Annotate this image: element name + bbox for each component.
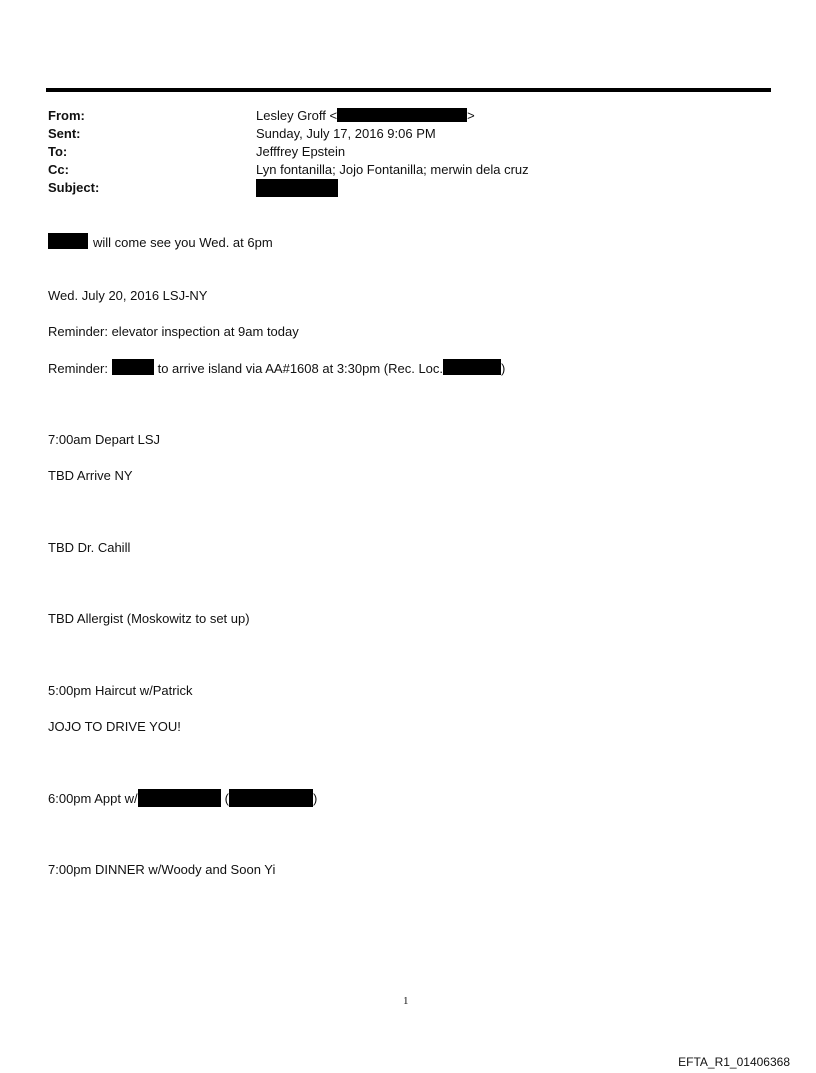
body-text: 6:00pm Appt w/ xyxy=(48,791,138,806)
bates-number: EFTA_R1_01406368 xyxy=(678,1055,790,1069)
from-value xyxy=(256,107,475,125)
redaction-name xyxy=(138,789,221,807)
body-text: ) xyxy=(312,791,318,806)
body-text: Reminder: xyxy=(48,361,108,376)
body-line-11 xyxy=(48,789,317,808)
header-rule xyxy=(46,88,771,92)
from-close: > xyxy=(467,108,475,123)
body-text: ) xyxy=(501,361,506,376)
from-label: From: xyxy=(48,108,85,123)
body-line-4 xyxy=(48,359,505,378)
body-line-7: TBD Dr. Cahill xyxy=(48,540,131,555)
body-text: ( xyxy=(224,791,229,806)
redaction-name xyxy=(48,233,88,249)
from-name: Lesley Groff < xyxy=(256,108,338,123)
subject-value xyxy=(256,179,338,198)
body-line-8: TBD Allergist (Moskowitz to set up) xyxy=(48,611,250,626)
body-line-3: Reminder: elevator inspection at 9am today xyxy=(48,324,299,339)
body-text: will come see you Wed. at 6pm xyxy=(93,235,273,250)
sent-value: Sunday, July 17, 2016 9:06 PM xyxy=(256,126,436,141)
subject-label: Subject: xyxy=(48,180,100,195)
sent-label: Sent: xyxy=(48,126,81,141)
redaction-subject xyxy=(256,179,338,197)
cc-label: Cc: xyxy=(48,162,69,177)
body-line-6: TBD Arrive NY xyxy=(48,468,133,483)
cc-value: Lyn fontanilla; Jojo Fontanilla; merwin dela cruz xyxy=(256,162,529,177)
body-line-9: 5:00pm Haircut w/Patrick xyxy=(48,683,193,698)
page-number: 1 xyxy=(403,995,409,1007)
to-value: Jefffrey Epstein xyxy=(256,144,346,159)
body-line-1 xyxy=(48,233,273,252)
redaction-email xyxy=(337,108,467,122)
body-line-10: JOJO TO DRIVE YOU! xyxy=(48,719,181,734)
redaction-detail xyxy=(229,789,313,807)
body-line-2: Wed. July 20, 2016 LSJ-NY xyxy=(48,288,208,303)
body-line-5: 7:00am Depart LSJ xyxy=(48,432,161,447)
to-label: To: xyxy=(48,144,68,159)
redaction-record-locator xyxy=(443,359,501,375)
body-text: to arrive island via AA#1608 at 3:30pm (Rec. Loc. xyxy=(157,361,444,376)
body-line-12: 7:00pm DINNER w/Woody and Soon Yi xyxy=(48,862,276,877)
redaction-name xyxy=(112,359,154,375)
